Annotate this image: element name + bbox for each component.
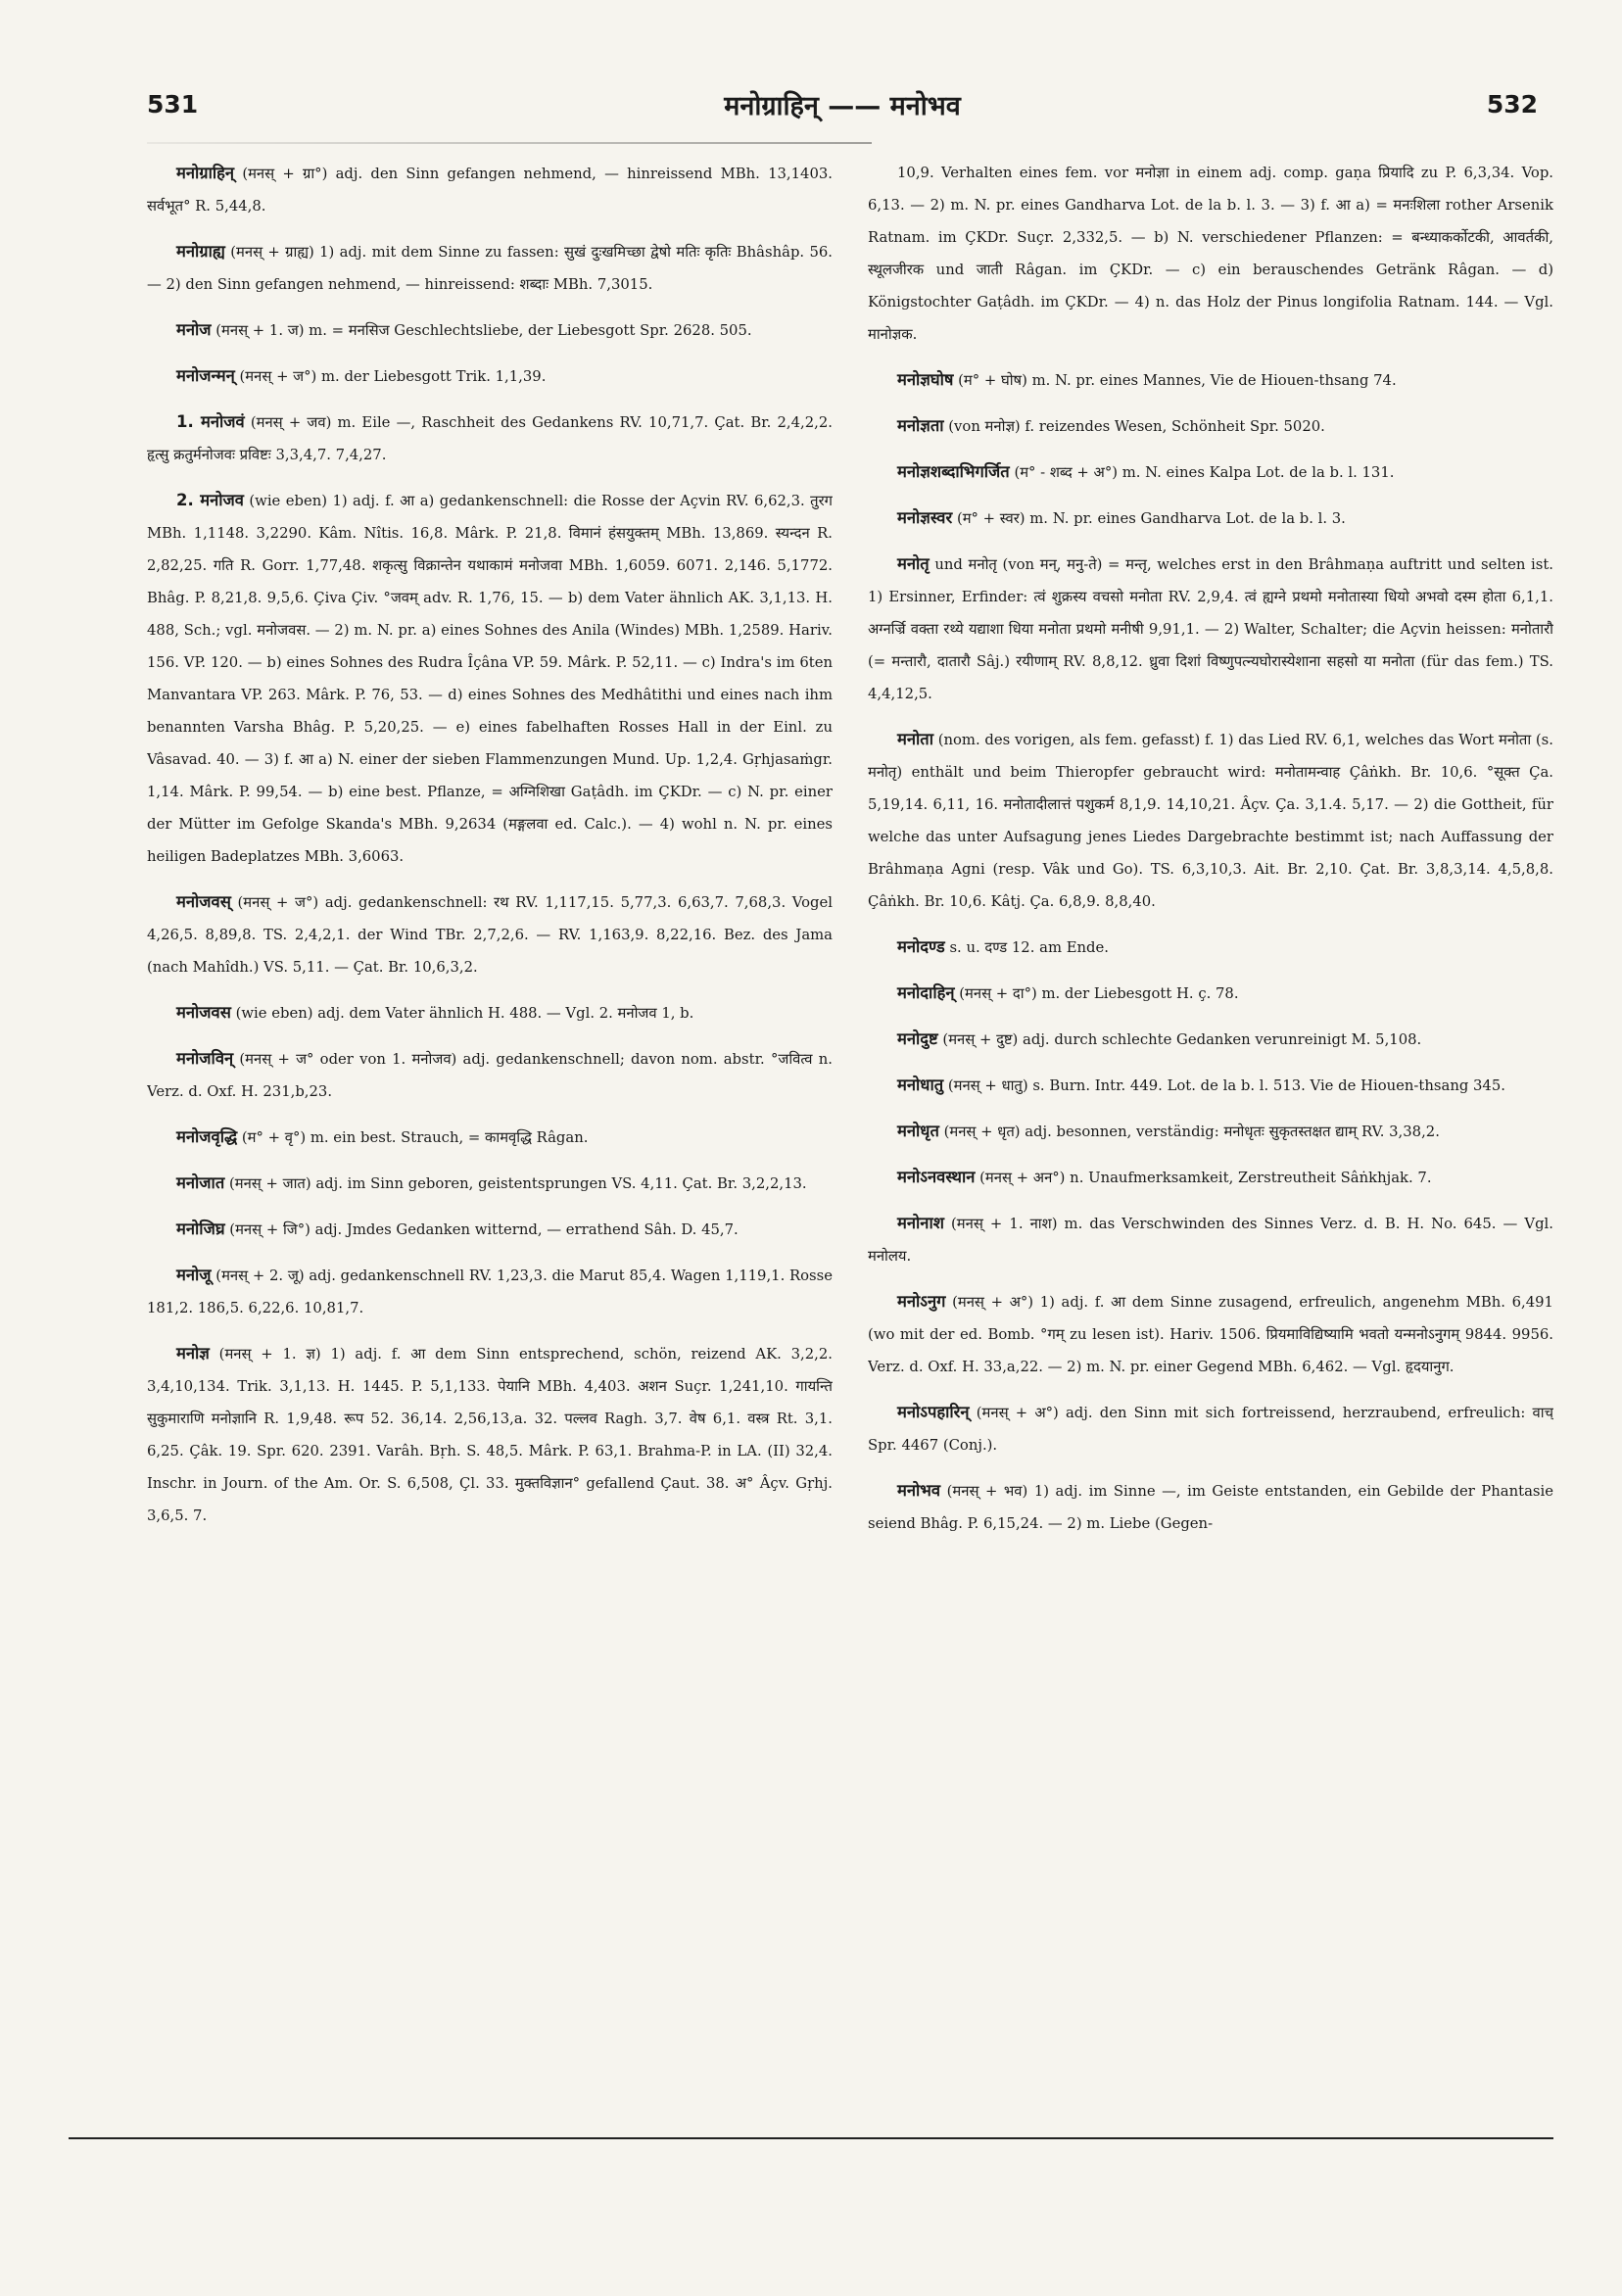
- entry-text: (मनस् + अ°) 1) adj. f. आ dem Sinne zusagend, erfreulich, angenehm MBh. 6,491 (wo mit der ed. Bomb. °गम् zu lesen ist). Hariv. 1506. प्रियमाविद्यिष्यामि भवतो यन्मनोऽनुगम् 9844. 9956. Verz. d. Oxf. H. 33,a,22. — 2) m. N. pr. einer Gegend MBh. 6,462. — Vgl. हृदयानुग.: [868, 1294, 1553, 1375]
- footer-rule: [69, 2137, 1553, 2139]
- dictionary-entry: [147, 1213, 833, 1246]
- entry-text: (मनस् + जव) m. Eile —, Raschheit des Gedankens RV. 10,71,7. Çat. Br. 2,4,2,2. हृत्सु क्रतुर्मनोजवः प्रविष्टः 3,3,4,7. 7,4,27.: [147, 414, 833, 463]
- entry-text: (म° + स्वर) m. N. pr. eines Gandharva Lot. de la b. l. 3.: [956, 510, 1346, 527]
- dictionary-entry: [147, 1337, 833, 1532]
- entry-text: 10,9. Verhalten eines fem. vor मनोज्ञा in einem adj. comp. gaṇa प्रियादि zu P. 6,3,34. Vop. 6,13. — 2) m. N. pr. eines Gandharva Lot. de la b. l. 3. — 3) f. आ a) = मनःशिला rother Arsenik Ratnam. im ÇKDr. Suçr. 2,332,5. — b) N. verschiedener Pflanzen: = बन्ध्याकर्कोटकी, आवर्तकी, स्थूलजीरक und जाती Râgan. im ÇKDr. — c) ein berauschendes Getränk Râgan. — d) Königstochter Gaṭâdh. im ÇKDr. — 4) n. das Holz der Pinus longifolia Ratnam. 144. — Vgl. मानोज्ञक.: [868, 165, 1553, 343]
- entry-headword: मनोतृ: [897, 554, 930, 573]
- entry-text: und मनोतृ (von मन्, मनु-ते) = मन्तृ, welches erst in den Brâhmaṇa auftritt und selten ist. 1) Ersinner, Erfinder: त्वं शुक्रस्य वचसो मनोता RV. 2,9,4. त्वं ह्यग्ने प्रथमो मनोतास्या धियो अभवो दस्म होता 6,1,1. अग्नर्ज्रि वक्ता रथ्ये यद्याशा धिया मनोता प्रथमो मनीषी 9,91,1. — 2) Walter, Schalter; die Açvin heissen: मनोतारौ (= मन्तारौ, दातारौ Sâj.) रयीणाम् RV. 8,8,12. ध्रुवा दिशां विष्णुपत्न्यघोरास्येशाना सहसो या मनोता (für das fem.) TS. 4,4,12,5.: [868, 556, 1553, 702]
- dictionary-entry: [147, 484, 833, 873]
- entry-text: s. u. दण्ड 12. am Ende.: [949, 939, 1109, 956]
- dictionary-entry: [147, 406, 833, 471]
- entry-headword: 1. मनोजवं: [176, 412, 245, 431]
- entry-headword: मनोज्ञ: [176, 1344, 210, 1363]
- entry-text: (मनस् + अ°) adj. den Sinn mit sich fortreissend, herzraubend, erfreulich: वाच् Spr. 4467 (Conj.).: [868, 1405, 1553, 1454]
- entry-text: (मनस् + ग्रा°) adj. den Sinn gefangen nehmend, — hinreissend MBh. 13,1403. सर्वभूत° R. 5,44,8.: [147, 166, 833, 215]
- header-rule: [147, 142, 872, 144]
- entry-text: (मनस् + जात) adj. im Sinn geboren, geistentsprungen VS. 4,11. Çat. Br. 3,2,2,13.: [228, 1175, 807, 1192]
- entry-text: (मनस् + दुष्ट) adj. durch schlechte Gedanken verunreinigt M. 5,108.: [942, 1031, 1422, 1048]
- dictionary-entry: [868, 1161, 1553, 1194]
- dictionary-entry: [868, 977, 1553, 1010]
- entry-headword: मनोता: [897, 730, 933, 748]
- dictionary-entry: [868, 363, 1553, 397]
- entry-text: (wie eben) 1) adj. f. आ a) gedankenschnell: die Rosse der Açvin RV. 6,62,3. तुरग MBh. 1,1148. 3,2290. Kâm. Nîtis. 16,8. Mârk. P. 21,8. विमानं हंसयुक्तम् MBh. 13,869. स्यन्दन R. 2,82,25. गति R. Gorr. 1,77,48. शकृत्सु विक्रान्तेन यथाकामं मनोजवा MBh. 1,6059. 6071. 2,146. 5,1772. Bhâg. P. 8,21,8. 9,5,6. Çiva Çiv. °जवम् adv. R. 1,76, 15. — b) dem Vater ähnlich AK. 3,1,13. H. 488, Sch.; vgl. मनोजवस. — 2) m. N. pr. a) eines Sohnes des Anila (Windes) MBh. 1,2589. Hariv. 156. VP. 120. — b) eines Sohnes des Rudra Îçâna VP. 59. Mârk. P. 52,11. — c) Indra's im 6ten Manvantara VP. 263. Mârk. P. 76, 53. — d) eines Sohnes des Medhâtithi und eines nach ihm benannten Varsha Bhâg. P. 5,20,25. — e) eines fabelhaften Rosses Hall in der Einl. zu Vâsavad. 40. — 3) f. आ a) N. einer der sieben Flammenzungen Mund. Up. 1,2,4. Gṛhjasaṁgr. 1,14. Mârk. P. 99,54. — b) eine best. Pflanze, = अग्निशिखा Gaṭâdh. im ÇKDr. — c) N. pr. einer der Mütter im Gefolge Skanda's MBh. 9,2634 (मङ्गलवा ed. Calc.). — 4) wohl n. N. pr. eines heiligen Badeplatzes MBh. 3,6063.: [147, 493, 833, 865]
- running-title: मनोग्राहिन् —— मनोभव: [724, 91, 961, 121]
- entry-text: (मनस् + जि°) adj. Jmdes Gedanken witternd, — errathend Sâh. D. 45,7.: [229, 1221, 739, 1238]
- dictionary-entry: [868, 502, 1553, 535]
- dictionary-entry: [147, 996, 833, 1029]
- entry-text: (von मनोज्ञ) f. reizendes Wesen, Schönheit Spr. 5020.: [948, 418, 1325, 435]
- page-number-right: 532: [1486, 90, 1538, 119]
- entry-headword: 2. मनोजव: [176, 491, 244, 509]
- dictionary-entry: [147, 1167, 833, 1200]
- entry-headword: मनोऽनुग: [897, 1292, 946, 1311]
- entry-headword: मनोऽपहारिन्: [897, 1403, 970, 1421]
- entry-headword: मनोज्ञस्वर: [897, 508, 953, 527]
- dictionary-entry: [868, 1285, 1553, 1383]
- entry-text: (म° + घोष) m. N. pr. eines Mannes, Vie de Hiouen-thsang 74.: [958, 372, 1397, 389]
- entry-headword: मनोज्ञशब्दाभिगर्जित: [897, 462, 1010, 481]
- entry-headword: मनोजवृद्धि: [176, 1127, 238, 1146]
- dictionary-entry: [868, 455, 1553, 489]
- entry-text: (मनस् + 2. जू) adj. gedankenschnell RV. 1,23,3. die Marut 85,4. Wagen 1,119,1. Rosse 181,2. 186,5. 6,22,6. 10,81,7.: [147, 1268, 833, 1316]
- dictionary-entry: [868, 409, 1553, 443]
- dictionary-entry: [868, 723, 1553, 918]
- entry-text: (मनस् + ज° oder von 1. मनोजव) adj. gedankenschnell; davon nom. abstr. °जवित्व n. Verz. d. Oxf. H. 231,b,23.: [147, 1051, 833, 1100]
- entry-headword: मनोजविन्: [176, 1049, 234, 1068]
- entry-text: (मनस् + ज°) m. der Liebesgott Trik. 1,1,39.: [239, 368, 547, 385]
- entry-headword: मनोज्ञघोष: [897, 370, 954, 389]
- dictionary-entry: [868, 1396, 1553, 1461]
- entry-text: (मनस् + धृत) adj. besonnen, verständig: मनोधृतः सुकृतस्तक्षत द्याम् RV. 3,38,2.: [943, 1124, 1440, 1140]
- dictionary-entry: [868, 1023, 1553, 1056]
- entry-text: (मनस् + 1. ज) m. = मनसिज Geschlechtsliebe, der Liebesgott Spr. 2628. 505.: [215, 322, 752, 339]
- dictionary-entry: [868, 1115, 1553, 1148]
- entry-headword: मनोभव: [897, 1481, 941, 1500]
- dictionary-entry: [147, 359, 833, 393]
- dictionary-entry: [147, 1042, 833, 1108]
- dictionary-entry: [147, 235, 833, 301]
- entry-text: (मनस् + भव) 1) adj. im Sinne —, im Geiste entstanden, ein Gebilde der Phantasie seiend Bhâg. P. 6,15,24. — 2) m. Liebe (Gegen-: [868, 1483, 1553, 1532]
- dictionary-entry: [147, 1121, 833, 1154]
- entry-headword: मनोजिघ्र: [176, 1220, 225, 1238]
- dictionary-entry: [147, 1259, 833, 1324]
- entry-text: (मनस् + 1. ज्ञ) 1) adj. f. आ dem Sinn entsprechend, schön, reizend AK. 3,2,2. 3,4,10,134. Trik. 3,1,13. H. 1445. P. 5,1,133. पेयानि MBh. 4,403. अशन Suçr. 1,241,10. गायन्ति सुकुमाराणि मनोज्ञानि R. 1,9,48. रूप 52. 36,14. 2,56,13,a. 32. पल्लव Ragh. 3,7. वेष 6,1. वस्त्र Rt. 3,1. 6,25. Çâk. 19. Spr. 620. 2391. Varâh. Bṛh. S. 48,5. Mârk. P. 63,1. Brahma-P. in LA. (II) 32,4. Inschr. in Journ. of the Am. Or. S. 6,508, Çl. 33. मुक्तविज्ञान° gefallend Çaut. 38. अ° Âçv. Gṛhj. 3,6,5. 7.: [147, 1346, 833, 1524]
- dictionary-entry: [868, 1207, 1553, 1272]
- entry-headword: मनोनाश: [897, 1214, 944, 1232]
- entry-headword: मनोदुष्ट: [897, 1029, 938, 1048]
- entry-headword: मनोग्राहिन्: [176, 164, 235, 182]
- entry-headword: मनोज्ञता: [897, 416, 944, 435]
- entry-text: (मनस् + ग्राह्य) 1) adj. mit dem Sinne zu fassen: सुखं दुःखमिच्छा द्वेषो मतिः कृतिः Bhâshâp. 56. — 2) den Sinn gefangen nehmend, — hinreissend: शब्दाः MBh. 7,3015.: [147, 244, 833, 293]
- page-header: [147, 90, 1538, 129]
- right-column: [868, 157, 1553, 2096]
- entry-text: (म° - शब्द + अ°) m. N. eines Kalpa Lot. de la b. l. 131.: [1014, 464, 1395, 481]
- dictionary-entry: [147, 313, 833, 347]
- entry-headword: मनोधातु: [897, 1076, 944, 1094]
- entry-headword: मनोजू: [176, 1266, 212, 1284]
- entry-headword: मनोधृत: [897, 1122, 939, 1140]
- entry-text: (wie eben) adj. dem Vater ähnlich H. 488. — Vgl. 2. मनोजव 1, b.: [235, 1005, 694, 1022]
- entry-text: (मनस् + अन°) n. Unaufmerksamkeit, Zerstreutheit Sâṅkhjak. 7.: [979, 1170, 1432, 1186]
- entry-headword: मनोग्राह्य: [176, 242, 225, 261]
- entry-text: (मनस् + दा°) m. der Liebesgott H. ç. 78.: [959, 985, 1239, 1002]
- entry-headword: मनोदाहिन्: [897, 983, 955, 1002]
- dictionary-entry: [868, 931, 1553, 964]
- dictionary-entry: [868, 1069, 1553, 1102]
- entry-headword: मनोदण्ड: [897, 937, 945, 956]
- dictionary-entry: [868, 548, 1553, 710]
- dictionary-entry: [147, 157, 833, 222]
- entry-text: (मनस् + 1. नाश) m. das Verschwinden des Sinnes Verz. d. B. H. No. 645. — Vgl. मनोलय.: [868, 1216, 1553, 1265]
- left-column: [147, 157, 833, 2096]
- dictionary-entry: [147, 885, 833, 983]
- page-number-left: 531: [147, 90, 199, 119]
- entry-text: (मनस् + धातु) s. Burn. Intr. 449. Lot. de la b. l. 513. Vie de Hiouen-thsang 345.: [947, 1077, 1505, 1094]
- entry-headword: मनोजन्मन्: [176, 366, 235, 385]
- entry-text: (म° + वृ°) m. ein best. Strauch, = कामवृद्धि Râgan.: [241, 1129, 589, 1146]
- dictionary-entry: [868, 157, 1553, 351]
- entry-headword: मनोजवस: [176, 1003, 231, 1022]
- entry-headword: मनोजवस्: [176, 892, 231, 911]
- entry-headword: मनोज: [176, 320, 212, 339]
- entry-headword: मनोऽनवस्थान: [897, 1168, 976, 1186]
- entry-text: (nom. des vorigen, als fem. gefasst) f. 1) das Lied RV. 6,1, welches das Wort मनोता (s. मनोतृ) enthält und beim Thieropfer gebraucht wird: मनोतामन्वाह Çâṅkh. Br. 10,6. °सूक्त Ça. 5,19,14. 6,11, 16. मनोतादीलात्तं पशुकर्म 8,1,9. 14,10,21. Âçv. Ça. 3,1.4. 5,17. — 2) die Gottheit, für welche das unter Aufsagung jenes Liedes Dargebrachte bestimmt ist; nach Auffassung der Brâhmaṇa Agni (resp. Vâk und Go). TS. 6,3,10,3. Ait. Br. 2,10. Çat. Br. 3,8,3,14. 4,5,8,8. Çâṅkh. Br. 10,6. Kâtj. Ça. 6,8,9. 8,8,40.: [868, 732, 1553, 910]
- entry-text: (मनस् + ज°) adj. gedankenschnell: रथ RV. 1,117,15. 5,77,3. 6,63,7. 7,68,3. Vogel 4,26,5. 8,89,8. TS. 2,4,2,1. der Wind TBr. 2,7,2,6. — RV. 1,163,9. 8,22,16. Bez. des Jama (nach Mahîdh.) VS. 5,11. — Çat. Br. 10,6,3,2.: [147, 894, 833, 976]
- entry-headword: मनोजात: [176, 1173, 225, 1192]
- dictionary-entry: [868, 1474, 1553, 1540]
